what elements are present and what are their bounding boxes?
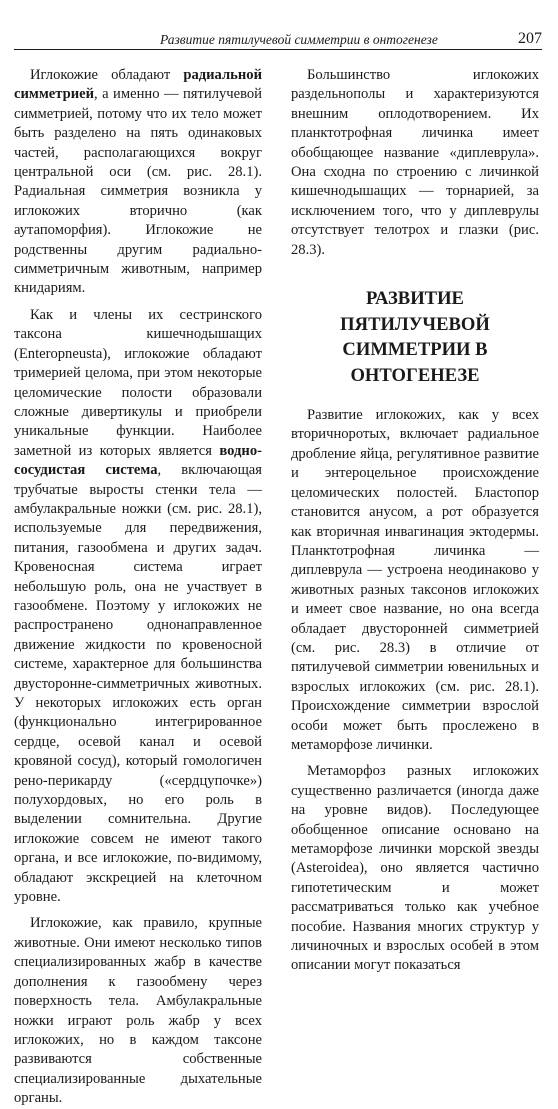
paragraph-larva: Большинство иглокожих раздельнополы и характеризуются внешним оплодотворением. Их планктотрофная личинка имеет обобщающее название «диплеврула». Она сходна по строению с личинкой кишечнодышащих — торнарией, за исключением того, что у диплеврулы отсутствует телотрох и глазки (рис. 28.3).	[291, 67, 539, 258]
paragraph-coelom	[14, 306, 262, 908]
paragraph-text: , а именно — пятилучевой симметрией, потому что их тело может быть разделено на пять одинаковых частей, располагающихся вокруг центральной оси (см. рис. 28.1). Радиальная симметрия возникла у иглокожих вторично (как аутапоморфия). Иглокожие не родственны другим радиально-симметричным животным, например книдариям.	[14, 86, 262, 297]
paragraph-radial-symmetry	[14, 66, 262, 299]
bold-term-radial-symmetry: радиальной симметрией	[14, 67, 262, 103]
paragraph-gills: Иглокожие, как правило, крупные животные. Они имеют несколько типов специализированных жабр в качестве дополнения к газообмену через поверхность тела. Амбулакральные ножки играют роль жабр у всех иглокожих, но в каждом таксоне развиваются собственные специализированные дыхательные органы.	[14, 915, 262, 1107]
header-rule	[14, 49, 542, 50]
bold-term-water-vascular-system: водно-сосудистая система	[14, 442, 262, 479]
paragraph-text: Как и члены их сестринского таксона кишечнодышащих (Enteropneusta), иглокожие обладают тримерией целома, при этом некоторые целомические полости образовали сложные дивертикулы и приобрели уникальные функции. Наиболее заметной из которых является	[14, 306, 262, 459]
section-heading: РАЗВИТИЕ ПЯТИЛУЧЕВОЙ СИММЕТРИИ В ОНТОГЕНЕЗЕ	[340, 288, 490, 386]
running-title: Развитие пятилучевой симметрии в онтогенезе	[160, 32, 438, 47]
page-number: 207	[518, 30, 542, 47]
paragraph-metamorphosis: Метаморфоз разных иглокожих существенно различается (иногда даже на уровне видов). Последующее обобщенное описание основано на метаморфозе личинки морской звезды (Asteroidea), оно является частично гипотетическим и может рассматриваться только как учебное пособие. Названия многих структур у личиночных и взрослых особей в этом описании могут показаться	[291, 763, 539, 974]
paragraph-development: Развитие иглокожих, как у всех вторичноротых, включает радиальное дробление яйца, регулятивное развитие и энтероцельное происхождение целомических полостей. Бластопор становится анусом, а рот образуется как вторичная инвагинация эктодермы. Планктотрофная личинка — диплеврула — устроена неодинаково у животных разных таксонов иглокожих и имеет свое название, но она всегда обладает двусторонней симметрией (см. рис. 28.3) в отличие от пятилучевой симметрии ювенильных и взрослых иглокожих (см. рис. 28.1). Происхождение симметрии взрослой особи может быть прослежено в метаморфозе личинки.	[291, 407, 539, 753]
running-header	[14, 30, 542, 50]
left-column	[14, 66, 262, 1109]
paragraph-text: Иглокожие обладают	[30, 67, 184, 83]
paragraph-text: , включающая трубчатые выросты стенки тела — амбулакральные ножки (см. рис. 28.1), используемые для передвижения, питания, газообмена и других задач. Кровеносная система играет небольшую роль, она не участвует в газообмене. Поэтому у иглокожих не распространено однонаправленное движение жидкости по кровеносной системе, характерное для большинства двусторонне-симметричных животных. У некоторых иглокожих есть орган (функционально интегрированное сердце, осевой канал и осевой кровяной сосуд), который гомологичен рено-перикарду («сердцупочке») полухордовых, но его роль в выделении сомнительна. Другие иглокожие совсем не имеют такого органа, и все иглокожие, по-видимому, обладают экскрецией на клеточном уровне.	[14, 462, 262, 906]
right-column	[291, 66, 539, 976]
